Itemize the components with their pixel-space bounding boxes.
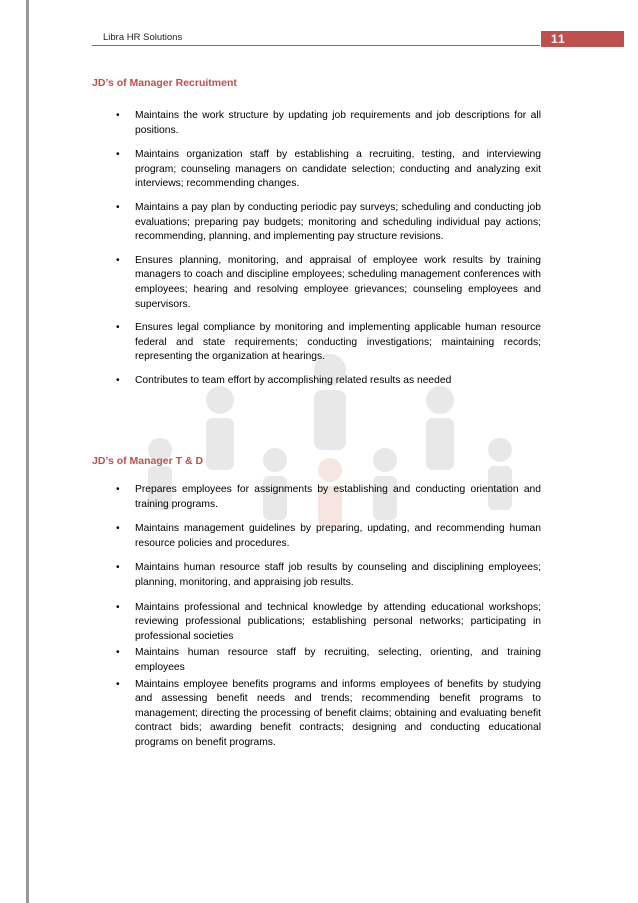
list-item-text: Maintains professional and technical knowledge by attending educational workshops; reviewing professional publications; establishing personal networks; participating in professional societies	[135, 601, 541, 642]
bullet-icon: •	[116, 601, 120, 613]
list-item-text: Maintains human resource staff by recruiting, selecting, orienting, and training employees	[135, 647, 541, 673]
section-title-t-and-d: JD’s of Manager T & D	[92, 455, 204, 467]
header-rule	[92, 45, 540, 46]
list-item	[92, 254, 541, 312]
bullet-icon: •	[116, 201, 120, 213]
bullet-icon: •	[116, 110, 120, 121]
list-item	[92, 109, 541, 138]
list-item	[92, 522, 541, 551]
bullet-icon: •	[116, 149, 120, 161]
list-item	[92, 561, 541, 590]
list-item	[92, 148, 541, 192]
bullet-icon: •	[116, 254, 120, 266]
list-item	[92, 201, 541, 245]
list-item-text: Maintains the work structure by updating job requirements and job descriptions for all positions.	[135, 110, 541, 136]
list-item	[92, 601, 541, 645]
list-item-text: Maintains management guidelines by preparing, updating, and recommending human resource policies and procedures.	[135, 523, 541, 549]
list-item	[92, 483, 541, 512]
list-item	[92, 678, 541, 751]
list-item-text: Ensures planning, monitoring, and appraisal of employee work results by training managers to coach and discipline employees; scheduling management conferences with employees; hearing and resolving employee grievances; counseling employees and supervisors.	[135, 254, 541, 310]
recruitment-bullet-list	[92, 109, 541, 389]
list-item-text: Maintains human resource staff job results by counseling and disciplining employees; planning, monitoring, and appraising job results.	[135, 562, 541, 588]
list-item-text: Maintains organization staff by establishing a recruiting, testing, and interviewing program; counseling managers on candidate selection; conducting and analyzing exit interviews; recommending changes.	[135, 149, 541, 190]
page-number-badge: 11	[541, 31, 624, 47]
list-item	[92, 374, 541, 389]
list-item	[92, 646, 541, 675]
bullet-icon: •	[116, 374, 120, 386]
list-item-text: Contributes to team effort by accomplishing related results as needed	[135, 374, 452, 386]
bullet-icon: •	[116, 322, 120, 334]
t-and-d-bullet-list	[92, 483, 541, 751]
left-margin-rule	[26, 0, 29, 903]
list-item-text: Maintains a pay plan by conducting periodic pay surveys; scheduling and conducting job evaluations; preparing pay budgets; monitoring and scheduling individual pay actions; recommending, planning, and implementing pay structure revisions.	[135, 201, 541, 243]
list-item-text: Ensures legal compliance by monitoring and implementing applicable human resource federal and state requirements; conducting investigations; maintaining records; representing the organization at hearings.	[135, 322, 541, 363]
bullet-icon: •	[116, 678, 120, 690]
bullet-icon: •	[116, 647, 120, 659]
section-title-recruitment: JD’s of Manager Recruitment	[92, 77, 237, 89]
bullet-icon: •	[116, 562, 120, 574]
list-item-text: Maintains employee benefits programs and informs employees of benefits by studying and assessing benefit needs and trends; recommending benefit programs to management; directing the processing of benefit claims; obtaining and evaluating benefit contract bids; awarding benefit contracts; designing and conducting educational programs on benefit programs.	[135, 678, 541, 748]
bullet-icon: •	[116, 523, 120, 535]
header-company-name: Libra HR Solutions	[103, 32, 183, 43]
bullet-icon: •	[116, 484, 120, 495]
list-item	[92, 321, 541, 365]
list-item-text: Prepares employees for assignments by establishing and conducting orientation and training programs.	[135, 484, 541, 510]
